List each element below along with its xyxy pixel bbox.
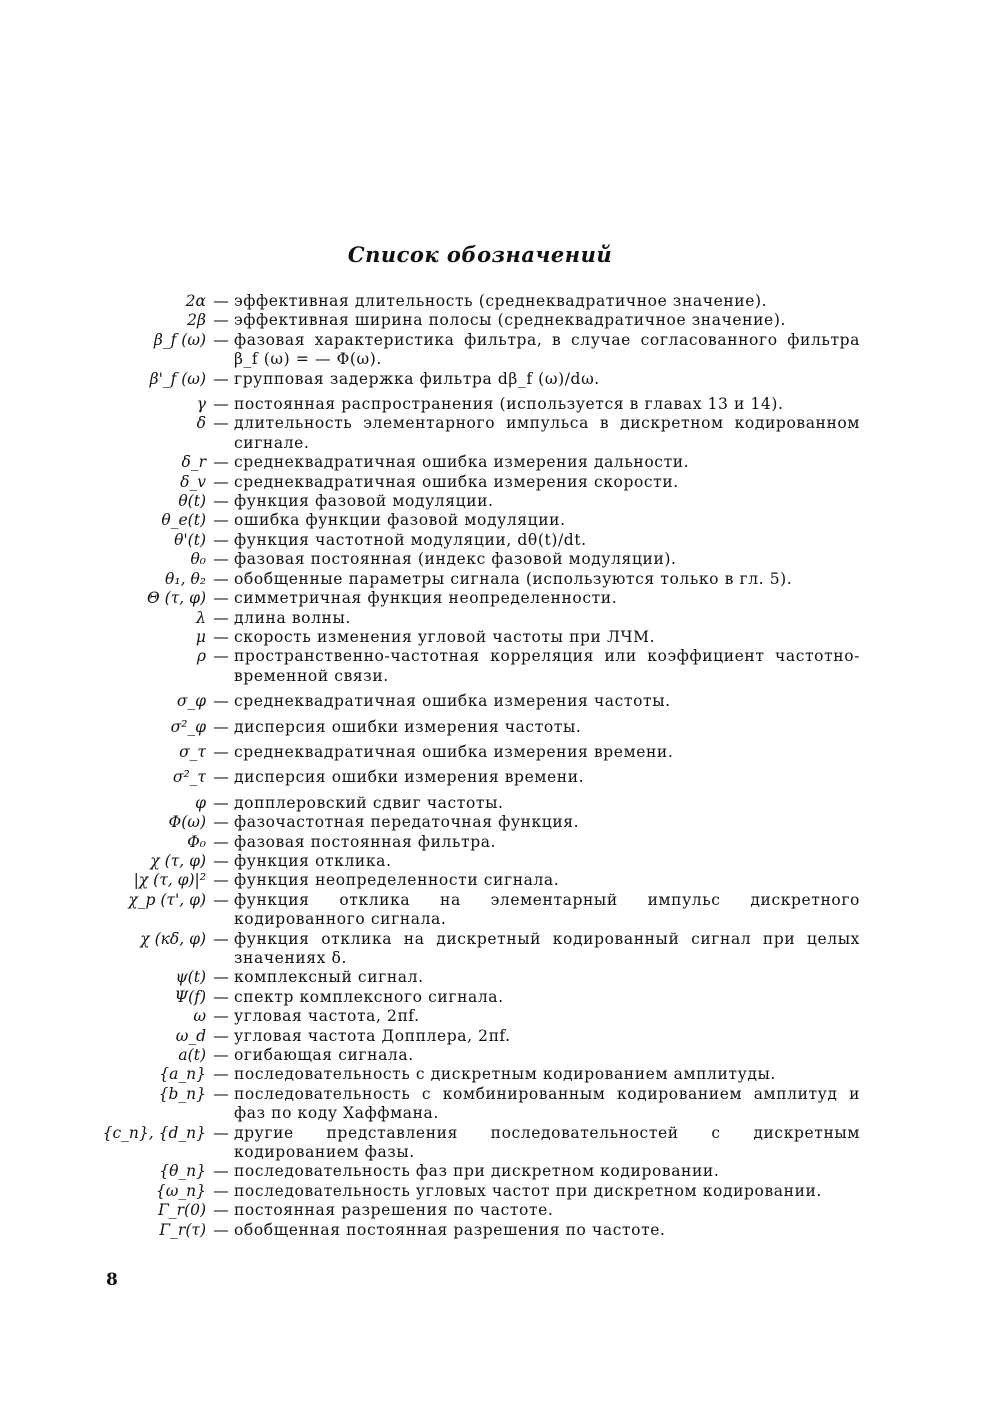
dash: — [213,1084,229,1103]
notation-list [100,292,860,1240]
dash: — [213,647,229,666]
entry-description: скорость изменения угловой частоты при ЛЧМ. [234,627,656,646]
entry-symbol: Θ (τ, φ) [146,589,206,608]
entry-description: угловая частота, 2πf. [234,1007,420,1026]
dash: — [213,1123,229,1142]
entry-symbol: χ (τ, φ) [150,851,206,870]
dash: — [213,1046,229,1065]
dash: — [213,627,229,646]
entry-symbol: {θ_n} [159,1162,206,1181]
entry-description: симметричная функция неопределенности. [234,589,618,608]
entry-symbol: ω_d [175,1026,206,1045]
dash: — [213,453,229,472]
dash: — [213,492,229,511]
entry-symbol: γ [196,395,206,414]
list-item [100,1085,860,1124]
dash: — [213,1162,229,1181]
entry-symbol: β'_f (ω) [149,369,206,388]
list-item [100,647,860,686]
dash: — [213,569,229,588]
entry-description: дисперсия ошибки измерения времени. [234,768,585,787]
entry-symbol: δ [196,414,206,433]
entry-symbol: λ [196,608,206,627]
list-item [100,833,860,852]
dash: — [213,1181,229,1200]
list-item [100,1065,860,1084]
entry-description: обобщенная постоянная разрешения по частоте. [234,1220,666,1239]
dash: — [213,550,229,569]
dash: — [213,1201,229,1220]
entry-symbol: Ψ(f) [174,987,206,1006]
entry-symbol: ρ [196,647,206,666]
entry-description: последовательность фаз при дискретном кодировании. [234,1162,720,1181]
entry-description: спектр комплексного сигнала. [234,987,504,1006]
dash: — [213,1220,229,1239]
dash: — [213,330,229,349]
dash: — [213,511,229,530]
entry-symbol: Φ₀ [187,832,206,851]
dash: — [213,768,229,787]
list-item [100,692,860,711]
entry-description: огибающая сигнала. [234,1046,414,1065]
dash: — [213,1007,229,1026]
list-item [100,531,860,550]
dash: — [213,589,229,608]
entry-symbol: θ₁, θ₂ [165,569,206,588]
entry-description: последовательность угловых частот при дискретном кодировании. [234,1181,822,1200]
entry-symbol: ψ(t) [175,968,206,987]
list-item [100,718,860,737]
entry-description: пространственно-частотная корреляция или коэффициент частотно-временной связи. [234,647,860,685]
dash: — [213,472,229,491]
list-item [100,1027,860,1046]
entry-description: среднеквадратичная ошибка измерения дальности. [234,453,690,472]
entry-description: фазочастотная передаточная функция. [234,813,580,832]
entry-symbol: μ [195,627,206,646]
dash: — [213,414,229,433]
list-item [100,743,860,762]
list-item [100,891,860,930]
list-item [100,331,860,370]
list-item [100,1007,860,1026]
list-item [100,968,860,987]
dash: — [213,968,229,987]
entry-symbol: {b_n} [158,1084,206,1103]
entry-description: последовательность с комбинированным кодированием амплитуд и фаз по коду Хаффмана. [234,1084,860,1123]
list-item [100,311,860,330]
list-item [100,768,860,787]
dash: — [213,530,229,549]
entry-description: обобщенные параметры сигнала (используются только в гл. 5). [234,569,793,588]
dash: — [213,311,229,330]
list-item [100,794,860,813]
entry-description: угловая частота Допплера, 2πf. [234,1026,511,1045]
list-item [100,1162,860,1181]
entry-symbol: χ_p (τ', φ) [128,890,206,909]
entry-description: среднеквадратичная ошибка измерения скорости. [234,472,679,491]
list-item [100,370,860,389]
entry-symbol: {a_n} [159,1065,206,1084]
dash: — [213,608,229,627]
list-item [100,871,860,890]
entry-symbol: θ'(t) [174,530,206,549]
list-item [100,453,860,472]
entry-symbol: 2β [187,311,206,330]
list-item [100,930,860,969]
dash: — [213,890,229,909]
dash: — [213,1065,229,1084]
entry-description: функция фазовой модуляции. [234,492,494,511]
entry-symbol: 2α [185,292,206,310]
dash: — [213,871,229,890]
entry-symbol: a(t) [178,1046,206,1065]
dash: — [213,292,229,310]
dash: — [213,717,229,736]
entry-description: среднеквадратичная ошибка измерения частоты. [234,692,671,711]
entry-symbol: θ_e(t) [161,511,206,530]
entry-symbol: {ω_n} [155,1181,206,1200]
dash: — [213,851,229,870]
page-number: 8 [106,1270,118,1290]
entry-symbol: {c_n}, {d_n} [102,1123,206,1142]
list-item [100,511,860,530]
dash: — [213,1026,229,1045]
entry-description: групповая задержка фильтра dβ_f (ω)/dω. [234,369,600,388]
entry-description: постоянная распространения (используется в главах 13 и 14). [234,395,784,414]
list-item [100,628,860,647]
list-item [100,609,860,628]
dash: — [213,742,229,761]
list-item [100,292,860,311]
dash: — [213,929,229,948]
entry-description: другие представления последовательностей с дискретным кодированием фазы. [234,1123,860,1162]
entry-symbol: Γ_r(τ) [159,1220,206,1239]
entry-description: функция отклика на элементарный импульс дискретного кодированного сигнала. [234,890,860,929]
list-item [100,570,860,589]
dash: — [213,813,229,832]
entry-description: эффективная длительность (среднеквадратичное значение). [234,292,768,310]
dash: — [213,395,229,414]
list-item [100,852,860,871]
entry-description: эффективная ширина полосы (среднеквадратичное значение). [234,311,786,330]
list-item [100,473,860,492]
entry-symbol: Φ(ω) [168,813,206,832]
list-item [100,1124,860,1163]
entry-description: функция частотной модуляции, dθ(t)/dt. [234,530,587,549]
entry-description: фазовая постоянная фильтра. [234,832,497,851]
entry-description: последовательность с дискретным кодированием амплитуды. [234,1065,776,1084]
list-item [100,414,860,453]
dash: — [213,793,229,812]
entry-description: функция неопределенности сигнала. [234,871,560,890]
list-item [100,492,860,511]
entry-symbol: Γ_r(0) [158,1201,206,1220]
list-item [100,988,860,1007]
entry-description: комплексный сигнал. [234,968,424,987]
entry-description: функция отклика на дискретный кодированный сигнал при целых значениях δ. [234,929,860,967]
entry-symbol: θ(t) [178,492,206,511]
entry-description: фазовая постоянная (индекс фазовой модуляции). [234,550,677,569]
entry-description: фазовая характеристика фильтра, в случае согласованного фильтра β_f (ω) = — Φ(ω). [234,330,860,369]
list-item [100,550,860,569]
dash: — [213,987,229,1006]
list-item [100,589,860,608]
dash: — [213,369,229,388]
entry-symbol: ω [193,1007,206,1026]
entry-symbol: δ_v [180,472,206,491]
page-title: Список обозначений [347,242,613,267]
entry-symbol: φ [195,793,206,812]
entry-symbol: |χ (τ, φ)|² [133,871,206,890]
entry-description: допплеровский сдвиг частоты. [234,793,504,812]
entry-symbol: χ (кδ, φ) [140,929,206,948]
list-item [100,1182,860,1201]
entry-description: длительность элементарного импульса в дискретном кодированном сигнале. [234,414,860,452]
entry-symbol: σ²_τ [172,768,206,787]
list-item [100,1201,860,1220]
list-item [100,1046,860,1065]
entry-description: среднеквадратичная ошибка измерения времени. [234,742,674,761]
dash: — [213,832,229,851]
entry-symbol: δ_r [181,453,206,472]
entry-symbol: β_f (ω) [153,330,206,349]
entry-symbol: θ₀ [190,550,206,569]
entry-description: постоянная разрешения по частоте. [234,1201,554,1220]
entry-symbol: σ_φ [176,692,206,711]
entry-description: ошибка функции фазовой модуляции. [234,511,566,530]
list-item [100,813,860,832]
dash: — [213,692,229,711]
list-item [100,395,860,414]
list-item [100,1221,860,1240]
entry-description: функция отклика. [234,851,392,870]
entry-symbol: σ²_φ [170,717,206,736]
entry-description: дисперсия ошибки измерения частоты. [234,717,582,736]
entry-description: длина волны. [234,608,351,627]
entry-symbol: σ_τ [179,742,206,761]
